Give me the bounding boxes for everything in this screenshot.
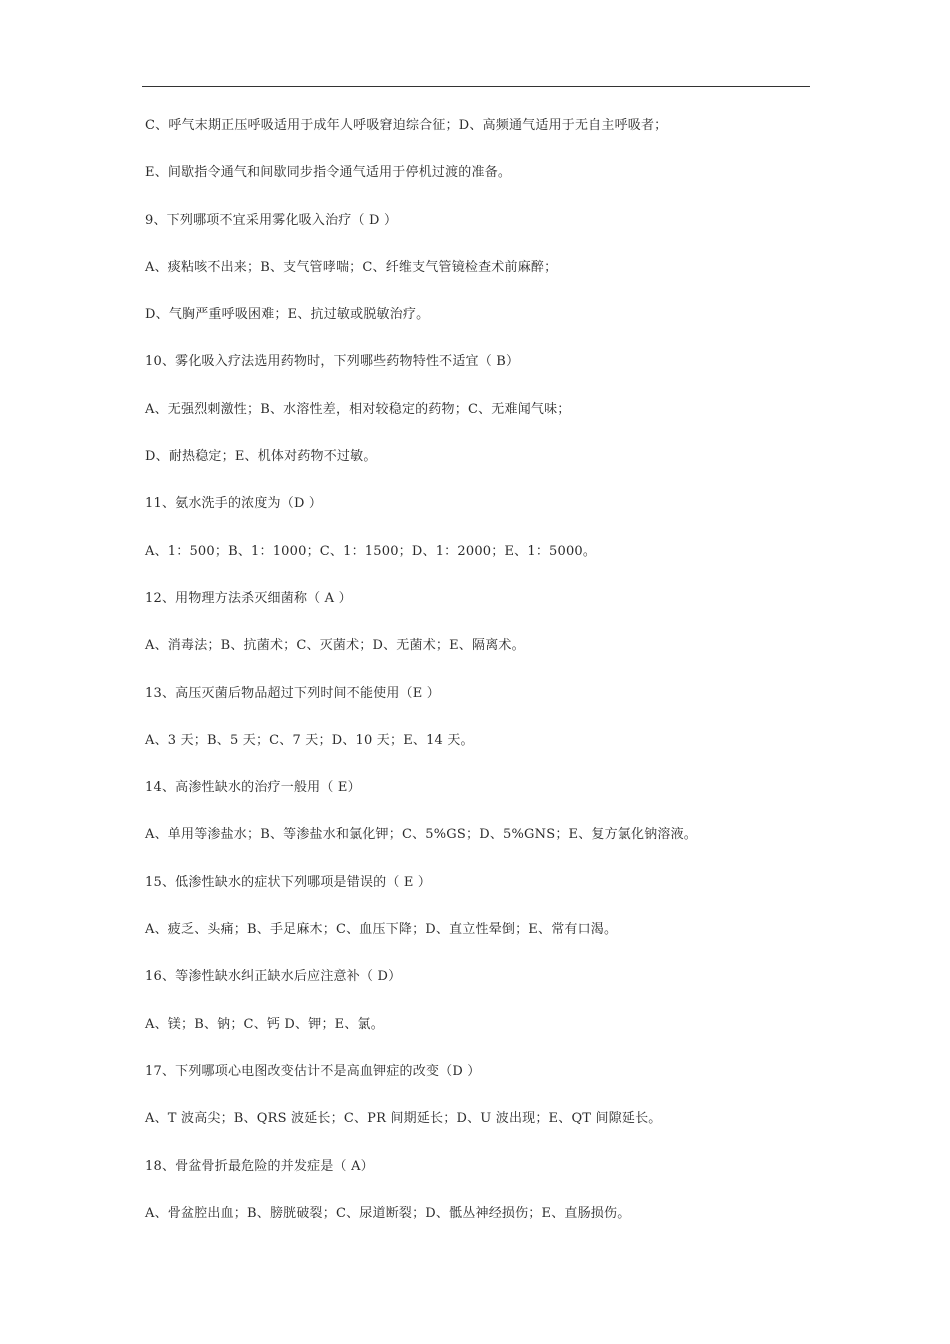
question-stem: 13、高压灭菌后物品超过下列时间不能使用（E ） [145, 685, 440, 701]
question-stem: 16、等渗性缺水纠正缺水后应注意补（ D） [145, 969, 402, 985]
question-option-line: A、3 天；B、5 天；C、7 天；D、10 天；E、14 天。 [145, 732, 474, 748]
question-option-line: D、耐热稳定；E、机体对药物不过敏。 [145, 449, 377, 465]
question-stem: 18、骨盆骨折最危险的并发症是（ A） [145, 1158, 374, 1174]
question-list [145, 114, 815, 1249]
question-option-line: A、消毒法；B、抗菌术；C、灭菌术；D、无菌术；E、隔离术。 [145, 638, 525, 654]
question-option-line: C、呼气末期正压呼吸适用于成年人呼吸窘迫综合征；D、高频通气适用于无自主呼吸者； [145, 118, 668, 133]
question-option-line: A、1：500；B、1：1000；C、1：1500；D、1：2000；E、1：5000。 [145, 543, 597, 559]
question-option-line: A、T 波高尖；B、QRS 波延长；C、PR 间期延长；D、U 波出现；E、QT 间隙延长。 [145, 1111, 662, 1127]
question-option-line: A、无强烈刺激性；B、水溶性差，相对较稳定的药物；C、无难闻气味； [145, 401, 571, 417]
header-rule [142, 86, 810, 87]
question-stem: 9、下列哪项不宜采用雾化吸入治疗（ D ） [145, 212, 398, 228]
question-option-line: A、单用等渗盐水；B、等渗盐水和氯化钾；C、5%GS；D、5%GNS；E、复方氯化钠溶液。 [145, 827, 698, 843]
question-option-line: D、气胸严重呼吸困难；E、抗过敏或脱敏治疗。 [145, 307, 430, 323]
question-option-line: A、疲乏、头痛；B、手足麻木；C、血压下降；D、直立性晕倒；E、常有口渴。 [145, 922, 618, 938]
question-option-line: A、痰粘咳不出来；B、支气管哮喘；C、纤维支气管镜检查术前麻醉； [145, 259, 558, 275]
question-option-line: E、间歇指令通气和间歇同步指令通气适用于停机过渡的准备。 [145, 165, 512, 181]
question-stem: 10、雾化吸入疗法选用药物时，下列哪些药物特性不适宜（ B） [145, 354, 520, 370]
question-stem: 17、下列哪项心电图改变估计不是高血钾症的改变（D ） [145, 1063, 481, 1079]
question-stem: 12、用物理方法杀灭细菌称（ A ） [145, 590, 352, 606]
question-stem: 11、氨水洗手的浓度为（D ） [145, 496, 323, 512]
question-stem: 14、高渗性缺水的治疗一般用（ E） [145, 780, 361, 796]
question-option-line: A、骨盆腔出血；B、膀胱破裂；C、尿道断裂；D、骶丛神经损伤；E、直肠损伤。 [145, 1205, 631, 1221]
question-stem: 15、低渗性缺水的症状下列哪项是错误的（ E ） [145, 874, 432, 890]
question-option-line: A、镁；B、钠；C、钙 D、钾；E、氯。 [145, 1016, 384, 1032]
